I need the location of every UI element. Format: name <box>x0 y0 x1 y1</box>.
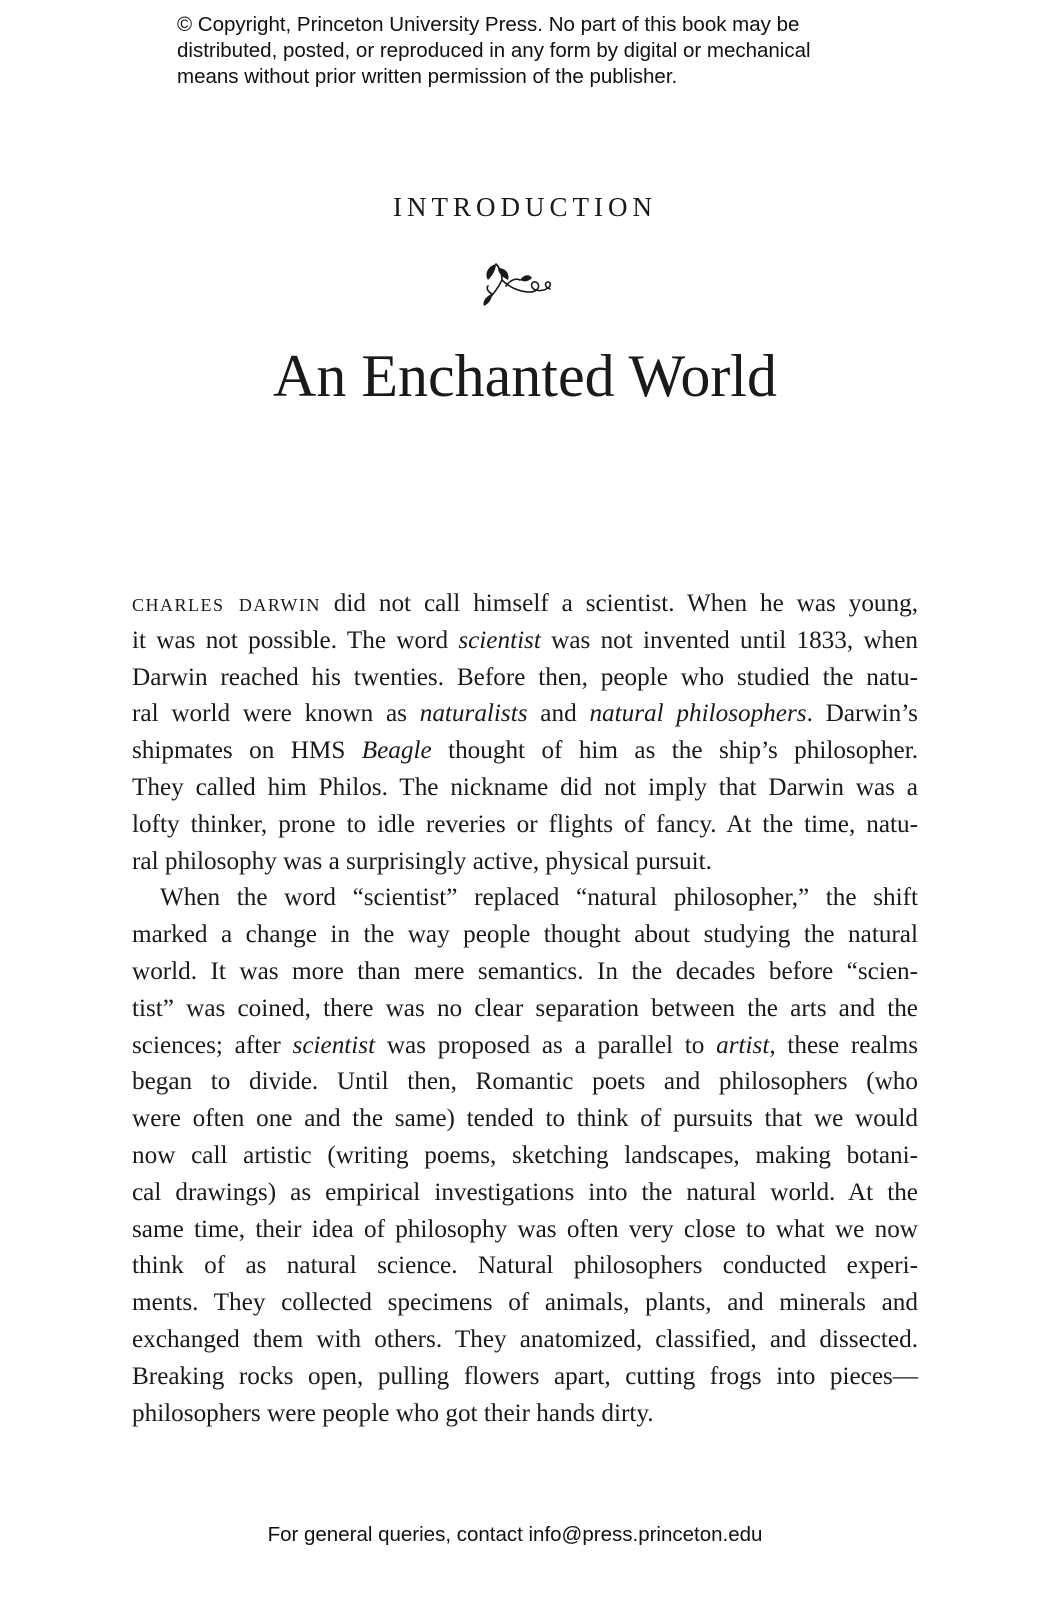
text-line <box>132 1138 918 1175</box>
text-line <box>132 733 918 770</box>
smallcaps-lead: charles darwin <box>132 590 321 617</box>
italic-term: naturalists <box>419 700 528 728</box>
italic-term: artist <box>716 1031 770 1059</box>
italic-term: natural philosophers <box>589 700 807 728</box>
italic-term: scientist <box>458 626 541 654</box>
text-line <box>132 1028 918 1065</box>
text-segment: , these realms <box>769 1031 919 1059</box>
text-line <box>132 1322 918 1359</box>
text-segment: lofty thinker, prone to idle reveries or flights of fancy. At the time, natu- <box>132 810 918 838</box>
text-segment: same time, their idea of philosophy was often very close to what we now <box>132 1215 918 1243</box>
text-segment: and <box>527 700 590 728</box>
chapter-title: An Enchanted World <box>273 343 777 409</box>
text-line <box>132 844 918 881</box>
text-segment: began to divide. Until then, Romantic poets and philosophers (who <box>132 1068 918 1096</box>
text-segment: When the word “scientist” replaced “natural philosopher,” the shift <box>160 884 918 912</box>
copyright-line: distributed, posted, or reproduced in any form by digital or mechanical <box>177 39 811 62</box>
text-line <box>132 1359 918 1396</box>
text-segment: marked a change in the way people thought about studying the natural <box>132 921 918 949</box>
text-segment: sciences; after <box>132 1031 293 1059</box>
text-segment: now call artistic (writing poems, sketching landscapes, making botani- <box>132 1141 918 1169</box>
text-segment: They called him Philos. The nickname did not imply that Darwin was a <box>132 773 918 801</box>
text-segment: philosophers were people who got their hands dirty. <box>132 1399 654 1427</box>
chapter-label: INTRODUCTION <box>393 192 657 222</box>
text-line <box>132 991 918 1028</box>
text-segment: it was not possible. The word <box>132 626 459 654</box>
footer-contact: For general queries, contact info@press.princeton.edu <box>267 1523 763 1546</box>
text-line <box>132 1101 918 1138</box>
text-segment: Breaking rocks open, pulling flowers apart, cutting frogs into pieces— <box>132 1362 918 1390</box>
text-segment: world. It was more than mere semantics. In the decades before “scien- <box>132 957 918 985</box>
text-segment: ments. They collected specimens of animals, plants, and minerals and <box>132 1289 918 1317</box>
text-line <box>132 696 918 733</box>
text-line <box>132 1248 918 1285</box>
text-segment: cal drawings) as empirical investigations into the natural world. At the <box>132 1178 918 1206</box>
text-segment: did not call himself a scientist. When he was young, <box>320 590 918 617</box>
text-segment: Darwin reached his twenties. Before then, people who studied the natu- <box>132 663 918 691</box>
text-line <box>132 880 918 917</box>
text-line <box>132 770 918 807</box>
text-segment: . Darwin’s <box>806 700 918 728</box>
text-segment: exchanged them with others. They anatomized, classified, and dissected. <box>132 1325 918 1353</box>
text-segment: were often one and the same) tended to think of pursuits that we would <box>132 1105 918 1133</box>
text-line <box>132 954 918 991</box>
copyright-line: © Copyright, Princeton University Press. No part of this book may be <box>177 13 800 36</box>
text-segment: thought of him as the ship’s philosopher. <box>431 737 918 765</box>
text-line <box>132 1212 918 1249</box>
text-line <box>132 1396 918 1433</box>
copyright-line: means without prior written permission of the publisher. <box>177 65 678 88</box>
text-segment: ral philosophy was a surprisingly active, physical pursuit. <box>132 847 712 875</box>
copyright-notice <box>177 12 897 90</box>
text-line <box>132 660 918 697</box>
text-line <box>132 807 918 844</box>
text-segment: tist” was coined, there was no clear separation between the arts and the <box>132 994 918 1022</box>
text-segment: ral world were known as <box>132 700 420 728</box>
body-text <box>132 586 918 1432</box>
text-segment: think of as natural science. Natural philosophers conducted experi- <box>132 1252 918 1280</box>
text-line <box>132 586 918 623</box>
text-line <box>132 1285 918 1322</box>
text-line <box>132 1175 918 1212</box>
text-segment: was proposed as a parallel to <box>375 1031 717 1059</box>
floral-ornament-icon <box>478 258 554 308</box>
text-line <box>132 917 918 954</box>
text-segment: was not invented until 1833, when <box>540 626 918 654</box>
text-line <box>132 1064 918 1101</box>
text-segment: shipmates on HMS <box>132 737 362 765</box>
italic-term: Beagle <box>361 737 432 765</box>
text-line <box>132 623 918 660</box>
italic-term: scientist <box>292 1031 376 1059</box>
